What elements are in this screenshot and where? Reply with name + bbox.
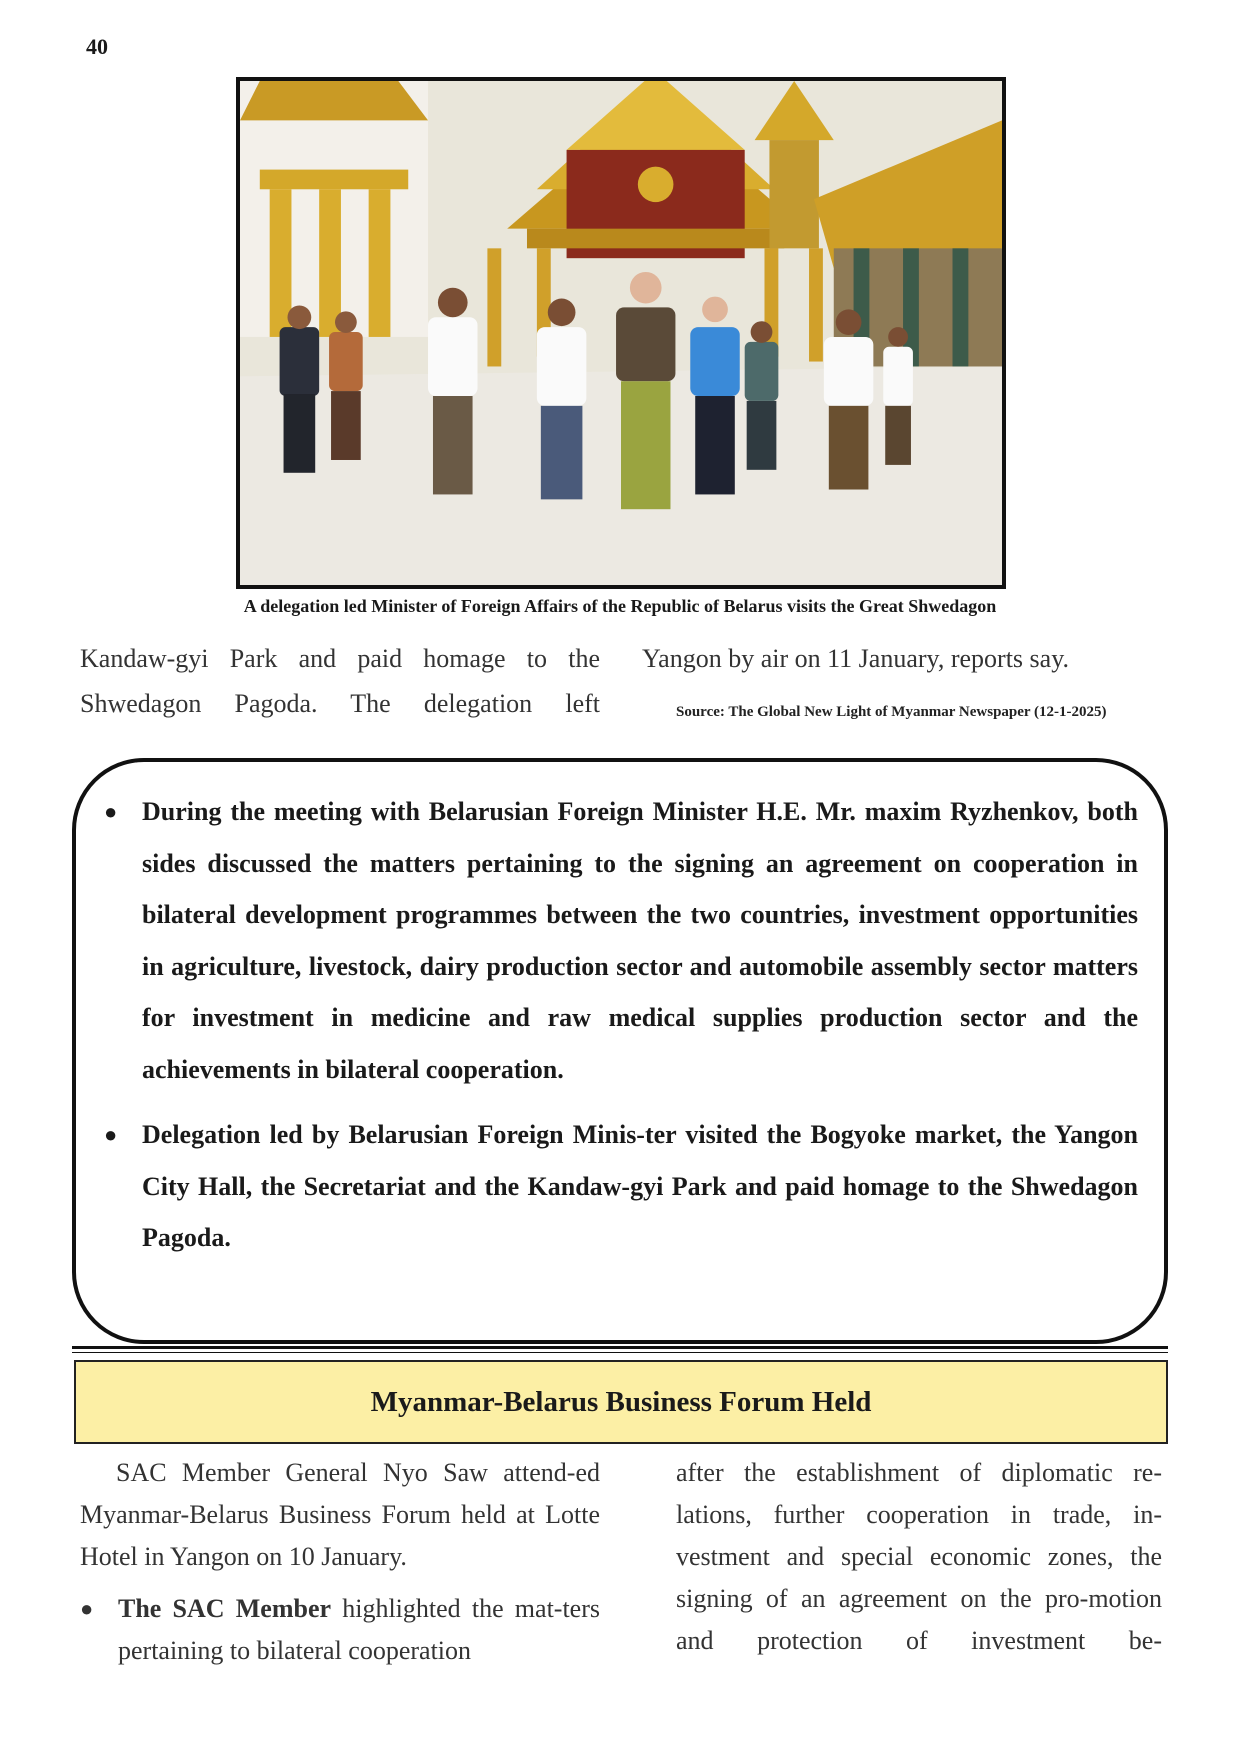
photo-caption: A delegation led Minister of Foreign Affairs of the Republic of Belarus visits the Great Shwedagon bbox=[243, 596, 997, 616]
highlight-list bbox=[98, 786, 1138, 1264]
highlight-item bbox=[98, 1109, 1138, 1264]
bullet-lead: The SAC Member bbox=[118, 1594, 332, 1623]
source-citation: Source: The Global New Light of Myanmar Newspaper (12-1-2025) bbox=[676, 704, 1107, 720]
text-line: Shwedagon Pagoda. The delegation left bbox=[80, 689, 600, 718]
divider bbox=[72, 1346, 1168, 1349]
bullet-icon: ● bbox=[104, 799, 118, 824]
highlight-text: During the meeting with Belarusian Foreign Minister H.E. Mr. maxim Ryzhenkov, both sides discussed the matters pertaining to the signing an agreement on cooperation in bilateral development programmes between the two countries, investment opportunities in agriculture, livestock, dairy production sector and automobile assembly sector matters for investment in medicine and raw medical supplies production sector and the achievements in bilateral cooperation. bbox=[142, 797, 1138, 1084]
article-right-column: after the establishment of diplomatic re-lations, further cooperation in trade, in-vestment and special economic zones, the signing of an agreement on the pro-motion and protection of investment be- bbox=[676, 1458, 1162, 1655]
article-paragraph: SAC Member General Nyo Saw attend-ed Myanmar-Belarus Business Forum held at Lotte Hotel in Yangon on 10 January. bbox=[80, 1458, 600, 1571]
section-heading: Myanmar-Belarus Business Forum Held bbox=[74, 1360, 1168, 1444]
temple-delegation-photo bbox=[236, 77, 1006, 589]
bullet-text: highlighted the mat-ters pertaining to bilateral cooperation bbox=[118, 1594, 600, 1665]
page-number: 40 bbox=[86, 34, 108, 59]
bullet-icon: ● bbox=[104, 1122, 118, 1147]
highlight-text: Delegation led by Belarusian Foreign Minis-ter visited the Bogyoke market, the Yangon City Hall, the Secretariat and the Kandaw-gyi Park and paid homage to the Shwedagon Pagoda. bbox=[142, 1120, 1138, 1252]
article-left-column bbox=[80, 1452, 600, 1672]
text-line: Kandaw-gyi Park and paid homage to the bbox=[80, 644, 600, 673]
divider bbox=[72, 1352, 1168, 1353]
continued-text-right: Yangon by air on 11 January, reports say. bbox=[642, 644, 1070, 673]
bullet-icon: ● bbox=[80, 1596, 94, 1621]
continued-text-left bbox=[80, 636, 600, 726]
highlight-item bbox=[98, 786, 1138, 1095]
article-bullet bbox=[80, 1588, 600, 1672]
photo-illustration bbox=[240, 81, 1002, 585]
